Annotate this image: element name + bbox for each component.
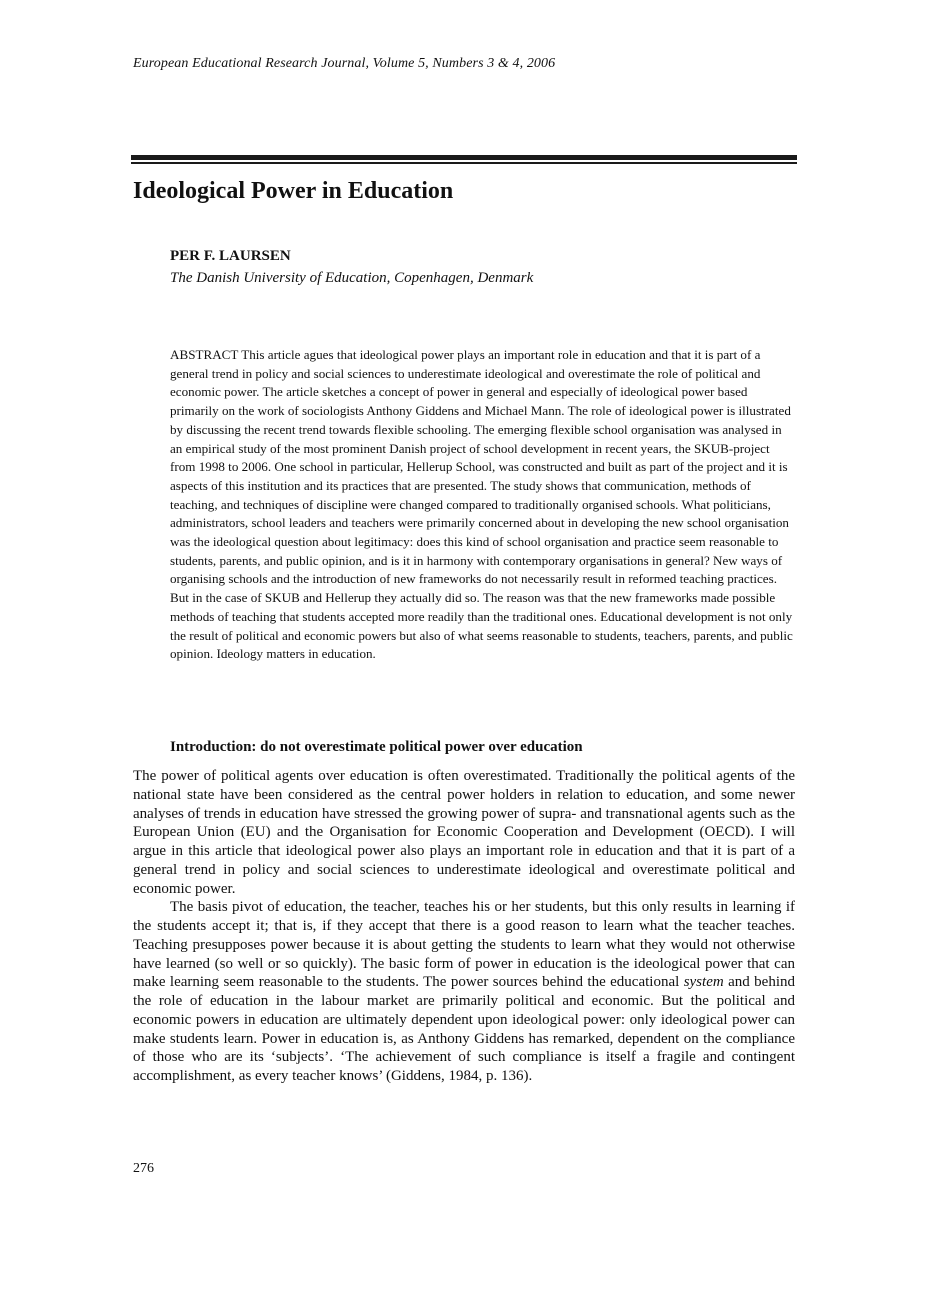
page-number: 276 — [133, 1161, 154, 1176]
paragraph-2-part-2: and behind the role of education in the labour market are primarily political and economic. But the political and economic powers in education are ultimately dependent upon ideological power: only ideological power can make students learn. Power in education is, as Anthony Giddens has remarked, dependent on the compliance of those who are its ‘subjects’. ‘The achievement of such compliance is itself a fragile and contingent accomplishment, as every teacher knows’ (Giddens, 1984, p. 136). — [133, 974, 795, 1084]
article-title: Ideological Power in Education — [133, 178, 454, 204]
paragraph-1: The power of political agents over education is often overestimated. Traditionally the political agents of the national state have been considered as the central power holders in relation to education, and some newer analyses of trends in education have stressed the growing power of supra- and transnational agents such as the European Union (EU) and the Organisation for Economic Cooperation and Development (OECD). I will argue in this article that ideological power also plays an important role in education and that it is part of a general trend in policy and social sciences to underestimate ideological and overestimate political and economic power. — [133, 768, 795, 897]
paragraph-2-italic: system — [683, 974, 724, 991]
abstract-text: This article agues that ideological power plays an important role in education and that it is part of a general trend in policy and social sciences to underestimate ideological and overestimate the role of political and economic power. The article sketches a concept of power in general and especially of ideological power based primarily on the work of sociologists Anthony Giddens and Michael Mann. The role of ideological power is illustrated by discussing the recent trend towards flexible schooling. The emerging flexible school organisation was analysed in an empirical study of the most prominent Danish project of school development in recent years, the SKUB-project from 1998 to 2006. One school in particular, Hellerup School, was constructed and built as part of the project and it is aspects of this institution and its practices that are presented. The study shows that communication, methods of teaching, and techniques of discipline were changed compared to traditionally organised schools. What politicians, administrators, school leaders and teachers were primarily concerned about in developing the new school organisation was the ideological question about legitimacy: does this kind of school organisation and practice seem reasonable to students, parents, and public opinion, and is it in harmony with contemporary organisations in general? New ways of organising schools and the introduction of new frameworks do not necessarily result in reformed teaching practices. But in the case of SKUB and Hellerup they actually did so. The reason was that the new frameworks made possible methods of teaching that students accepted more readily than the traditional ones. Educational development is not only the result of political and economic powers but also of what seems reasonable to students, teachers, parents, and public opinion. Ideology matters in education. — [170, 347, 793, 662]
paragraph-2 — [133, 898, 795, 1086]
abstract — [170, 346, 795, 664]
section-heading: Introduction: do not overestimate political power over education — [170, 739, 583, 755]
title-rule-thick — [131, 155, 797, 160]
author-affiliation: The Danish University of Education, Copenhagen, Denmark — [170, 270, 534, 286]
body-text — [133, 767, 795, 1086]
abstract-label: ABSTRACT — [170, 347, 239, 362]
author-name: PER F. LAURSEN — [170, 248, 291, 264]
journal-header: European Educational Research Journal, Volume 5, Numbers 3 & 4, 2006 — [133, 56, 556, 71]
title-rule-thin — [131, 162, 797, 164]
paragraph-2-part-1: The basis pivot of education, the teacher, teaches his or her students, but this only results in learning if the students accept it; that is, if they accept that there is a good reason to learn what the teacher teaches. Teaching presupposes power because it is about getting the students to learn what they would not otherwise have learned (so well or so quickly). The basic form of power in education is the ideological power that can make learning seem reasonable to the students. The power sources behind the educational — [133, 899, 795, 991]
